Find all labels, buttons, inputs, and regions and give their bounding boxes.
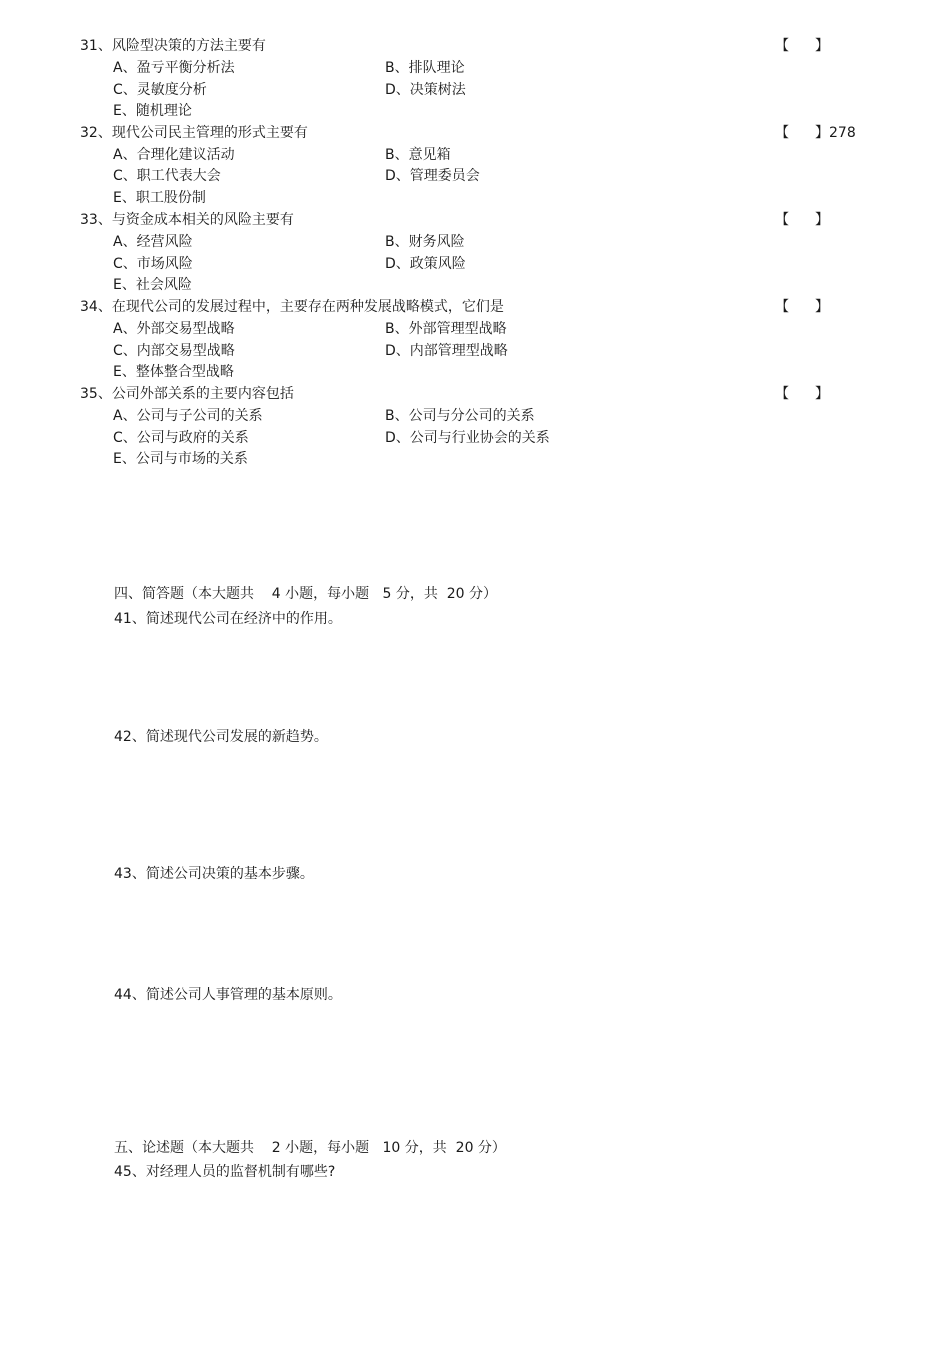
option-34-e: E、整体整合型战略 (113, 364, 234, 380)
option-31-d: D、决策树法 (385, 82, 466, 98)
question-45: 45、对经理人员的监督机制有哪些? (114, 1164, 336, 1180)
question-31-stem: 31、风险型决策的方法主要有 (80, 38, 266, 54)
option-32-d: D、管理委员会 (385, 168, 480, 184)
section-5-heading: 五、论述题（本大题共 2 小题，每小题 10 分，共 20 分） (114, 1140, 506, 1156)
option-35-c: C、公司与政府的关系 (113, 430, 249, 446)
option-35-d: D、公司与行业协会的关系 (385, 430, 550, 446)
option-32-e: E、职工股份制 (113, 190, 206, 206)
answer-bracket-35: 【 】 (775, 386, 829, 402)
question-44: 44、简述公司人事管理的基本原则。 (114, 987, 342, 1003)
answer-bracket-34: 【 】 (775, 299, 829, 315)
option-33-d: D、政策风险 (385, 256, 466, 272)
option-35-e: E、公司与市场的关系 (113, 451, 248, 467)
question-42: 42、简述现代公司发展的新趋势。 (114, 729, 328, 745)
question-41: 41、简述现代公司在经济中的作用。 (114, 611, 342, 627)
question-33-stem: 33、与资金成本相关的风险主要有 (80, 212, 294, 228)
option-34-d: D、内部管理型战略 (385, 343, 508, 359)
answer-bracket-33: 【 】 (775, 212, 829, 228)
option-34-a: A、外部交易型战略 (113, 321, 235, 337)
option-31-e: E、随机理论 (113, 103, 192, 119)
option-34-c: C、内部交易型战略 (113, 343, 235, 359)
option-33-b: B、财务风险 (385, 234, 465, 250)
option-31-b: B、排队理论 (385, 60, 465, 76)
option-34-b: B、外部管理型战略 (385, 321, 507, 337)
page-note: 278 (829, 125, 856, 141)
option-31-c: C、灵敏度分析 (113, 82, 207, 98)
option-33-e: E、社会风险 (113, 277, 192, 293)
question-34-stem: 34、在现代公司的发展过程中，主要存在两种发展战略模式，它们是 (80, 299, 504, 315)
option-35-b: B、公司与分公司的关系 (385, 408, 535, 424)
option-33-a: A、经营风险 (113, 234, 193, 250)
question-43: 43、简述公司决策的基本步骤。 (114, 866, 314, 882)
option-31-a: A、盈亏平衡分析法 (113, 60, 235, 76)
question-32-stem: 32、现代公司民主管理的形式主要有 (80, 125, 308, 141)
section-4-heading: 四、简答题（本大题共 4 小题，每小题 5 分，共 20 分） (114, 586, 498, 602)
option-35-a: A、公司与子公司的关系 (113, 408, 263, 424)
option-32-b: B、意见箱 (385, 147, 451, 163)
question-35-stem: 35、公司外部关系的主要内容包括 (80, 386, 294, 402)
option-32-c: C、职工代表大会 (113, 168, 221, 184)
answer-bracket-32: 【 】278 (775, 125, 856, 141)
option-32-a: A、合理化建议活动 (113, 147, 235, 163)
option-33-c: C、市场风险 (113, 256, 193, 272)
answer-bracket-31: 【 】 (775, 38, 829, 54)
